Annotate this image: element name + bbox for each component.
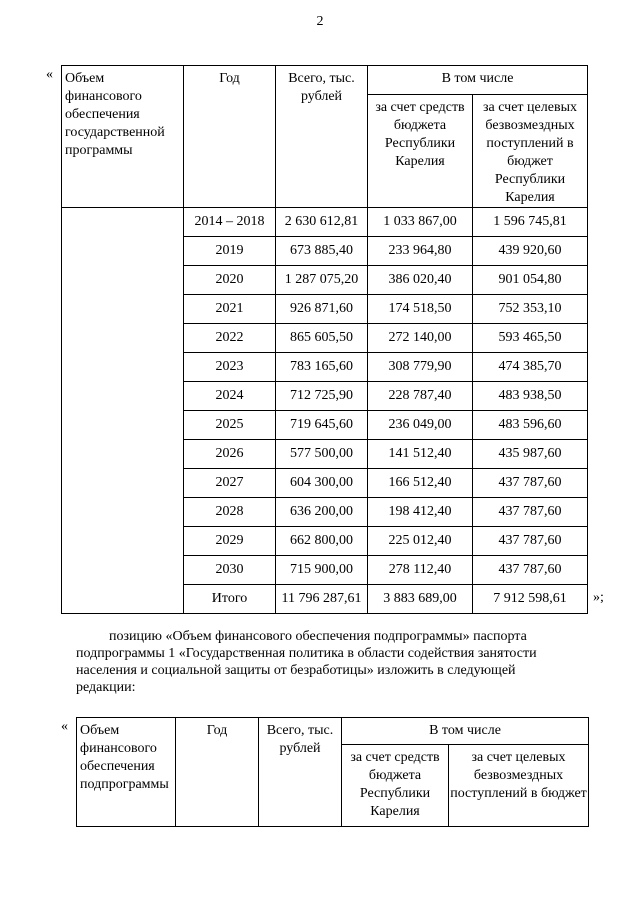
grants-cell: 437 787,60 bbox=[473, 469, 588, 498]
total-cell: 865 605,50 bbox=[276, 324, 368, 353]
grants-cell: 7 912 598,61 bbox=[473, 585, 588, 614]
budget-cell: 272 140,00 bbox=[368, 324, 473, 353]
total-cell: 577 500,00 bbox=[276, 440, 368, 469]
paragraph-line: подпрограммы 1 «Государственная политика в области содействия занятости bbox=[76, 646, 537, 661]
year-header: Год bbox=[184, 66, 276, 208]
budget-cell: 236 049,00 bbox=[368, 411, 473, 440]
year-header: Год bbox=[176, 718, 259, 827]
year-cell: 2025 bbox=[184, 411, 276, 440]
total-cell: 712 725,90 bbox=[276, 382, 368, 411]
label-column-cell bbox=[62, 208, 184, 614]
total-header: Всего, тыс. рублей bbox=[276, 66, 368, 208]
grants-header: за счет целевых безвозмездных поступлений в бюджет bbox=[449, 745, 589, 827]
budget-cell: 166 512,40 bbox=[368, 469, 473, 498]
total-cell: 715 900,00 bbox=[276, 556, 368, 585]
year-cell: 2023 bbox=[184, 353, 276, 382]
program-funding-table bbox=[61, 65, 588, 614]
grants-cell: 435 987,60 bbox=[473, 440, 588, 469]
grants-cell: 483 938,50 bbox=[473, 382, 588, 411]
including-header: В том числе bbox=[368, 66, 588, 95]
budget-header: за счет средств бюджета Республики Карелия bbox=[368, 95, 473, 208]
budget-cell: 1 033 867,00 bbox=[368, 208, 473, 237]
grants-cell: 483 596,60 bbox=[473, 411, 588, 440]
year-cell: Итого bbox=[184, 585, 276, 614]
total-header: Всего, тыс. рублей bbox=[259, 718, 342, 827]
subprogram-funding-table bbox=[76, 717, 589, 827]
total-cell: 604 300,00 bbox=[276, 469, 368, 498]
year-cell: 2027 bbox=[184, 469, 276, 498]
grants-header: за счет целевых безвозмездных поступлений в бюджет Республики Карелия bbox=[473, 95, 588, 208]
subprogram-funding-label: Объем финансового обеспечения подпрограммы bbox=[77, 718, 176, 827]
grants-cell: 437 787,60 bbox=[473, 556, 588, 585]
paragraph-line: редакции: bbox=[76, 680, 136, 695]
budget-header: за счет средств бюджета Республики Карелия bbox=[342, 745, 449, 827]
year-cell: 2020 bbox=[184, 266, 276, 295]
grants-cell: 439 920,60 bbox=[473, 237, 588, 266]
budget-cell: 225 012,40 bbox=[368, 527, 473, 556]
total-cell: 2 630 612,81 bbox=[276, 208, 368, 237]
year-cell: 2014 – 2018 bbox=[184, 208, 276, 237]
grants-cell: 437 787,60 bbox=[473, 527, 588, 556]
total-cell: 926 871,60 bbox=[276, 295, 368, 324]
opening-quote: « bbox=[46, 67, 53, 82]
header-row bbox=[62, 66, 588, 95]
budget-cell: 233 964,80 bbox=[368, 237, 473, 266]
budget-cell: 278 112,40 bbox=[368, 556, 473, 585]
budget-cell: 198 412,40 bbox=[368, 498, 473, 527]
budget-cell: 228 787,40 bbox=[368, 382, 473, 411]
total-cell: 11 796 287,61 bbox=[276, 585, 368, 614]
year-cell: 2030 bbox=[184, 556, 276, 585]
budget-cell: 308 779,90 bbox=[368, 353, 473, 382]
closing-quote: »; bbox=[593, 590, 604, 605]
grants-cell: 593 465,50 bbox=[473, 324, 588, 353]
opening-quote: « bbox=[61, 719, 68, 734]
year-cell: 2029 bbox=[184, 527, 276, 556]
paragraph-line: позицию «Объем финансового обеспечения подпрограммы» паспорта bbox=[109, 629, 527, 644]
year-cell: 2022 bbox=[184, 324, 276, 353]
header-row bbox=[77, 718, 589, 745]
paragraph-line: населения и социальной защиты от безработицы» изложить в следующей bbox=[76, 663, 516, 678]
budget-cell: 3 883 689,00 bbox=[368, 585, 473, 614]
page-number: 2 bbox=[316, 14, 324, 29]
table-row bbox=[62, 208, 588, 237]
grants-cell: 474 385,70 bbox=[473, 353, 588, 382]
year-cell: 2024 bbox=[184, 382, 276, 411]
including-header: В том числе bbox=[342, 718, 589, 745]
budget-cell: 174 518,50 bbox=[368, 295, 473, 324]
grants-cell: 1 596 745,81 bbox=[473, 208, 588, 237]
program-funding-label: Объем финансового обеспечения государственной программы bbox=[62, 66, 184, 208]
grants-cell: 901 054,80 bbox=[473, 266, 588, 295]
total-cell: 636 200,00 bbox=[276, 498, 368, 527]
amendment-paragraph bbox=[76, 628, 588, 696]
year-cell: 2021 bbox=[184, 295, 276, 324]
year-cell: 2028 bbox=[184, 498, 276, 527]
total-cell: 662 800,00 bbox=[276, 527, 368, 556]
grants-cell: 752 353,10 bbox=[473, 295, 588, 324]
year-cell: 2026 bbox=[184, 440, 276, 469]
total-cell: 719 645,60 bbox=[276, 411, 368, 440]
budget-cell: 386 020,40 bbox=[368, 266, 473, 295]
total-cell: 673 885,40 bbox=[276, 237, 368, 266]
total-cell: 783 165,60 bbox=[276, 353, 368, 382]
year-cell: 2019 bbox=[184, 237, 276, 266]
budget-cell: 141 512,40 bbox=[368, 440, 473, 469]
total-cell: 1 287 075,20 bbox=[276, 266, 368, 295]
grants-cell: 437 787,60 bbox=[473, 498, 588, 527]
